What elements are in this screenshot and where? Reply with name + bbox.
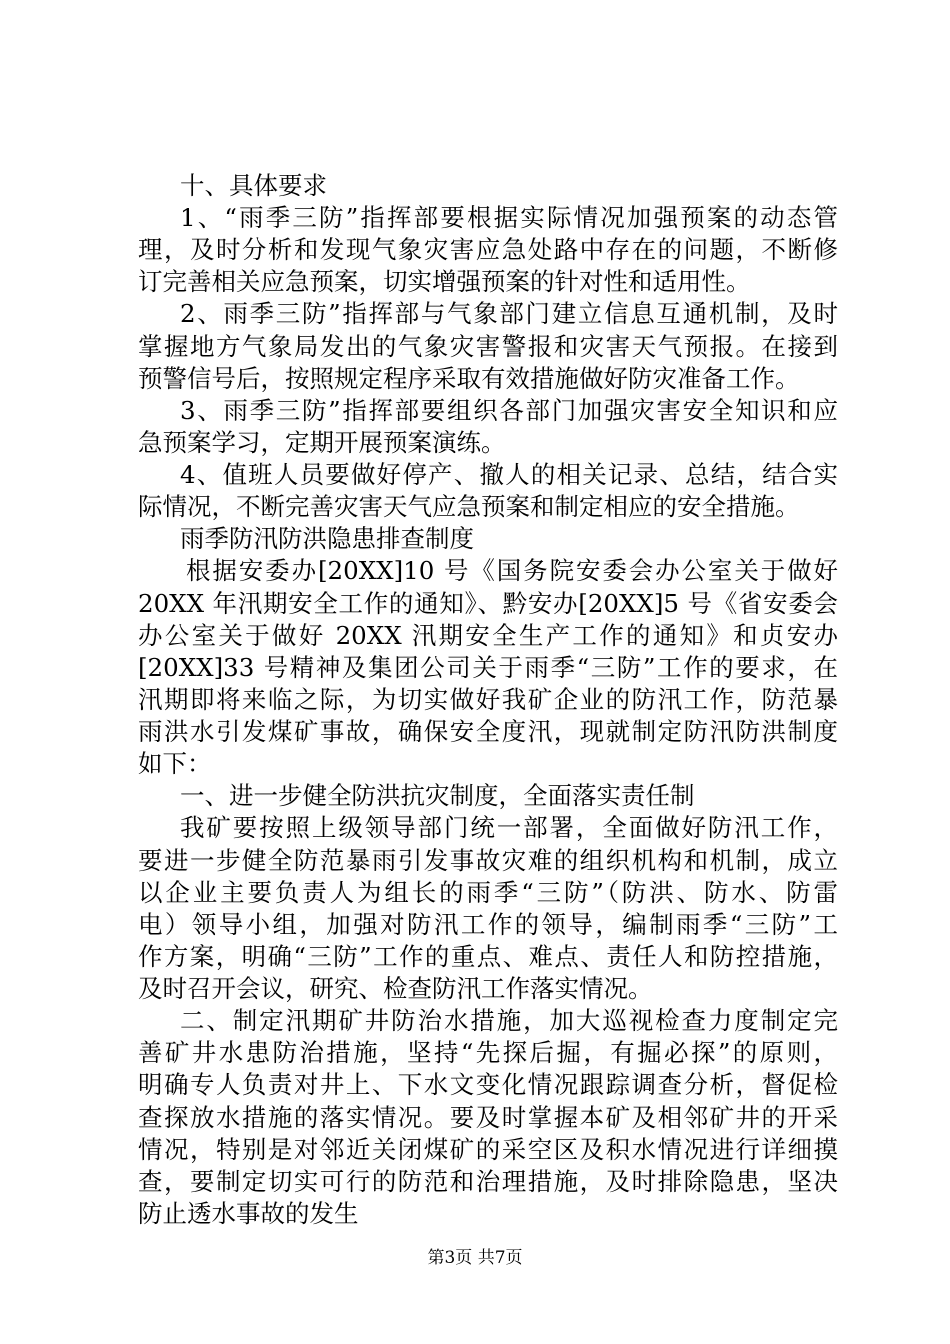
paragraph-line: 以企业主要负责人为组长的雨季“三防”（防洪、防水、防雷: [138, 878, 838, 907]
paragraph-line: 1、“雨季三防”指挥部要根据实际情况加强预案的动态管: [180, 203, 838, 232]
paragraph-line: 办公室关于做好 20XX 汛期安全生产工作的通知》和贞安办: [138, 621, 838, 650]
paragraph-line: 20XX 年汛期安全工作的通知》、黔安办[20XX]5 号《省安委会: [138, 589, 838, 618]
page-number-footer: 第3页 共7页: [427, 1248, 523, 1268]
paragraph-line: 电）领导小组，加强对防汛工作的领导，编制雨季“三防”工: [138, 910, 838, 939]
paragraph-line: 理，及时分析和发现气象灾害应急处路中存在的问题，不断修: [138, 235, 838, 264]
paragraph-line: 防止透水事故的发生: [138, 1199, 359, 1228]
paragraph-line: 2、雨季三防”指挥部与气象部门建立信息互通机制，及时: [180, 299, 838, 328]
paragraph-line: 二、制定汛期矿井防治水措施，加大巡视检查力度制定完: [180, 1006, 838, 1035]
paragraph-line: 根据安委办[20XX]10 号《国务院安委会办公室关于做好: [186, 556, 838, 585]
paragraph-line: 查，要制定切实可行的防范和治理措施，及时排除隐患，坚决: [138, 1167, 838, 1196]
paragraph-line: 际情况，不断完善灾害天气应急预案和制定相应的安全措施。: [138, 492, 800, 521]
paragraph-line: 作方案，明确“三防”工作的重点、难点、责任人和防控措施，: [138, 942, 838, 971]
paragraph-line: 情况，特别是对邻近关闭煤矿的采空区及积水情况进行详细摸: [138, 1135, 838, 1164]
paragraph-line: 明确专人负责对井上、下水文变化情况跟踪调查分析，督促检: [138, 1070, 838, 1099]
paragraph-line: 汛期即将来临之际，为切实做好我矿企业的防汛工作，防范暴: [138, 685, 838, 714]
paragraph-line: 及时召开会议，研究、检查防汛工作落实情况。: [138, 974, 653, 1003]
document-title: 雨季防汛防洪隐患排查制度: [180, 524, 474, 553]
paragraph-line: [20XX]33 号精神及集团公司关于雨季“三防”工作的要求，在: [138, 653, 838, 682]
paragraph-line: 善矿井水患防治措施，坚持“先探后掘，有掘必探”的原则，: [138, 1038, 838, 1067]
paragraph-line: 雨洪水引发煤矿事故，确保安全度汛，现就制定防汛防洪制度: [138, 717, 838, 746]
paragraph-line: 要进一步健全防范暴雨引发事故灾难的组织机构和机制，成立: [138, 846, 838, 875]
paragraph-line: 订完善相关应急预案，切实增强预案的针对性和适用性。: [138, 267, 751, 296]
paragraph-line: 我矿要按照上级领导部门统一部署，全面做好防汛工作，: [180, 813, 838, 842]
section-heading: 一、进一步健全防洪抗灾制度，全面落实责任制: [180, 781, 695, 810]
paragraph-line: 如下：: [138, 749, 212, 778]
paragraph-line: 掌握地方气象局发出的气象灾害警报和灾害天气预报。在接到: [138, 332, 838, 361]
paragraph-line: 查探放水措施的落实情况。要及时掌握本矿及相邻矿井的开采: [138, 1103, 838, 1132]
paragraph-line: 急预案学习，定期开展预案演练。: [138, 428, 506, 457]
paragraph-line: 3、雨季三防”指挥部要组织各部门加强灾害安全知识和应: [180, 396, 838, 425]
section-heading: 十、具体要求: [180, 171, 327, 200]
paragraph-line: 预警信号后，按照规定程序采取有效措施做好防灾准备工作。: [138, 364, 800, 393]
paragraph-line: 4、值班人员要做好停产、撤人的相关记录、总结，结合实: [180, 460, 838, 489]
